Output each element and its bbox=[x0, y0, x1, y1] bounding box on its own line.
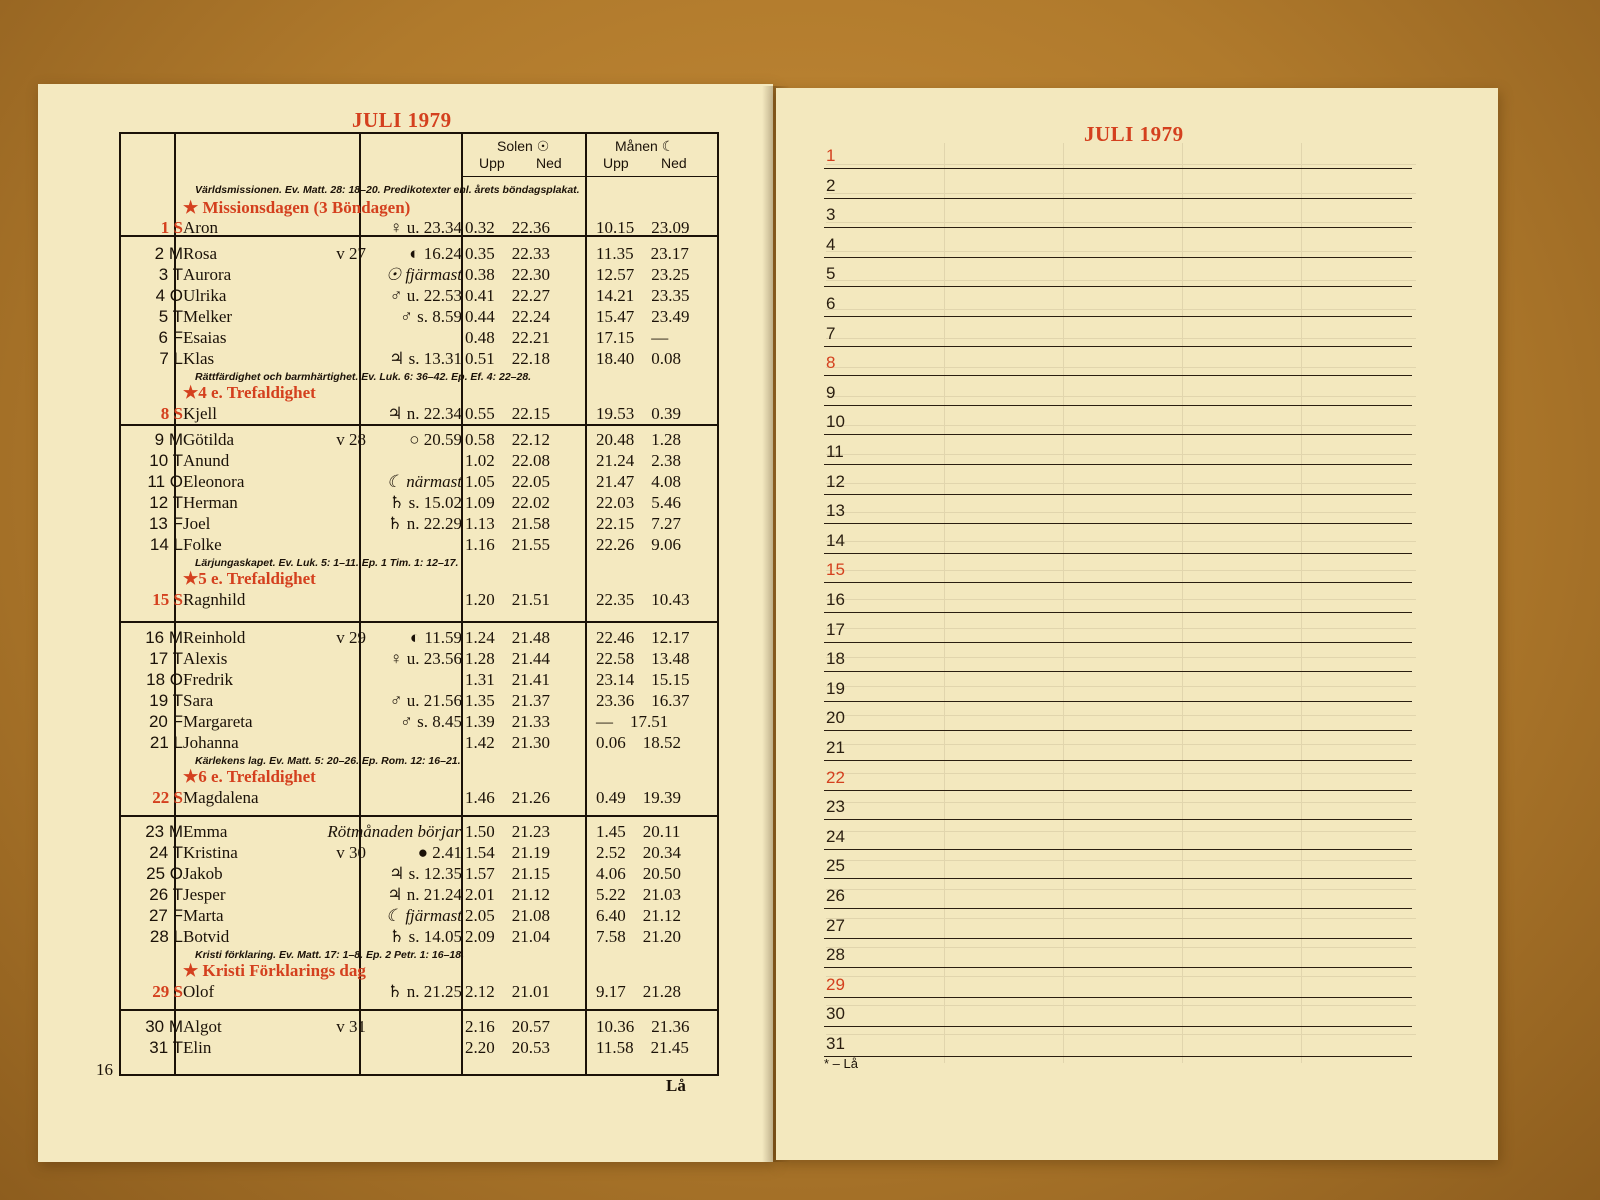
day-row bbox=[121, 451, 721, 473]
diary-writing-line[interactable] bbox=[824, 642, 1412, 643]
astro-event: ♀ u. 23.34 bbox=[389, 218, 462, 237]
sun-times: 1.28 21.44 bbox=[465, 649, 550, 668]
day-row bbox=[121, 1038, 721, 1060]
day-row bbox=[121, 349, 721, 371]
day-date: 16 M bbox=[145, 628, 183, 647]
astro-event: ○ 20.59 bbox=[409, 430, 462, 449]
day-date: 11 O bbox=[147, 472, 183, 491]
name-day: Rosa bbox=[183, 244, 217, 263]
day-date: 4 O bbox=[155, 286, 183, 305]
astro-event: ◐ 16.24 bbox=[409, 244, 462, 263]
right-page-title: JULI 1979 bbox=[1084, 122, 1184, 146]
sun-times: 0.32 22.36 bbox=[465, 218, 550, 237]
moon-times: 10.36 21.36 bbox=[596, 1017, 690, 1036]
diary-writing-line[interactable] bbox=[824, 553, 1412, 554]
day-date: 23 M bbox=[145, 822, 183, 841]
diary-writing-line[interactable] bbox=[824, 938, 1412, 939]
diary-day-number: 6 bbox=[826, 294, 836, 313]
moon-times: 22.35 10.43 bbox=[596, 590, 690, 609]
day-row bbox=[121, 822, 721, 844]
name-day: Magdalena bbox=[183, 788, 259, 807]
diary-day-number: 27 bbox=[826, 915, 845, 935]
diary-day-number: 28 bbox=[826, 945, 845, 965]
week-number: v 28 bbox=[336, 430, 366, 449]
sun-times: 1.24 21.48 bbox=[465, 628, 550, 647]
name-day: Elin bbox=[183, 1038, 212, 1057]
astro-event: ☉ fjärmast bbox=[385, 265, 462, 284]
diary-writing-line[interactable] bbox=[824, 464, 1412, 465]
diary-day-number: 5 bbox=[826, 264, 836, 284]
moon-times: 22.58 13.48 bbox=[596, 649, 690, 668]
diary-day-number: 21 bbox=[826, 738, 845, 757]
holiday-name: ★5 e. Trefaldighet bbox=[183, 569, 316, 588]
sunday-row bbox=[121, 788, 721, 810]
name-day: Algot bbox=[183, 1017, 222, 1036]
diary-day-number: 31 bbox=[826, 1034, 845, 1053]
diary-day-number: 10 bbox=[826, 412, 845, 432]
diary-day-number: 24 bbox=[826, 826, 845, 846]
day-row bbox=[121, 906, 721, 928]
astro-event: ● 2.41 bbox=[417, 843, 462, 862]
day-date: 15 S bbox=[152, 590, 183, 609]
sun-times: 1.46 21.26 bbox=[465, 788, 550, 807]
day-date: 3 T bbox=[158, 265, 183, 284]
week-number: v 27 bbox=[336, 244, 366, 263]
astro-event: ♃ s. 12.35 bbox=[389, 864, 462, 883]
sun-times: 0.51 22.18 bbox=[465, 349, 550, 368]
day-date: 9 M bbox=[154, 430, 183, 449]
name-day: Esaias bbox=[183, 328, 227, 347]
moon-times: 11.35 23.17 bbox=[596, 244, 689, 263]
day-date: 27 F bbox=[148, 906, 183, 925]
diary-writing-line[interactable] bbox=[824, 1026, 1412, 1027]
diary-day-number: 18 bbox=[826, 649, 845, 669]
day-row bbox=[121, 430, 721, 452]
name-day: Eleonora bbox=[183, 472, 245, 491]
sun-times: 2.05 21.08 bbox=[465, 906, 550, 925]
name-day: Jesper bbox=[183, 885, 226, 904]
astro-event: ♂ s. 8.45 bbox=[400, 712, 462, 731]
moon-times: 0.06 18.52 bbox=[596, 733, 681, 752]
day-row bbox=[121, 472, 721, 494]
name-day: Botvid bbox=[183, 927, 230, 946]
sun-times: 1.50 21.23 bbox=[465, 822, 550, 841]
astro-event: ♃ n. 21.24 bbox=[387, 885, 462, 904]
day-row bbox=[121, 864, 721, 886]
day-row bbox=[121, 628, 721, 650]
sun-times: 0.55 22.15 bbox=[465, 404, 550, 423]
day-date: 28 L bbox=[149, 927, 183, 946]
diary-writing-line[interactable] bbox=[824, 198, 1412, 199]
diary-writing-line[interactable] bbox=[824, 375, 1412, 376]
moon-times: 21.24 2.38 bbox=[596, 451, 681, 470]
day-row bbox=[121, 328, 721, 350]
day-date: 12 T bbox=[149, 493, 183, 512]
name-day: Herman bbox=[183, 493, 238, 512]
moon-times: 0.49 19.39 bbox=[596, 788, 681, 807]
holiday-name: ★4 e. Trefaldighet bbox=[183, 383, 316, 402]
sunday-row bbox=[121, 982, 721, 1004]
diary-day-number: 23 bbox=[826, 797, 845, 817]
holiday-name: ★ Kristi Förklarings dag bbox=[183, 961, 366, 980]
moon-times: 5.22 21.03 bbox=[596, 885, 681, 904]
moon-rise-header: Upp bbox=[603, 155, 629, 171]
day-row bbox=[121, 733, 721, 755]
name-day: Fredrik bbox=[183, 670, 234, 689]
diary-writing-line[interactable] bbox=[824, 612, 1412, 613]
diary-writing-line[interactable] bbox=[824, 582, 1412, 583]
astro-event: ♃ n. 22.34 bbox=[387, 404, 462, 423]
sun-times: 0.44 22.24 bbox=[465, 307, 550, 326]
day-date: 21 L bbox=[149, 733, 183, 752]
page-number: 16 bbox=[96, 1060, 113, 1079]
name-day: Kristina bbox=[183, 843, 238, 862]
moon-times: 2.52 20.34 bbox=[596, 843, 681, 862]
diary-day-number: 19 bbox=[826, 678, 845, 698]
moon-times: 4.06 20.50 bbox=[596, 864, 681, 883]
diary-day-number: 22 bbox=[826, 767, 845, 787]
day-date: 22 S bbox=[152, 788, 183, 807]
astro-event: ☾ närmast bbox=[386, 472, 462, 491]
diary-writing-line[interactable] bbox=[824, 286, 1412, 287]
astro-event: ♄ s. 15.02 bbox=[389, 493, 462, 512]
diary-writing-line[interactable] bbox=[824, 523, 1412, 524]
sun-times: 0.35 22.33 bbox=[465, 244, 550, 263]
name-day: Anund bbox=[183, 451, 230, 470]
day-row bbox=[121, 493, 721, 515]
sun-times: 1.57 21.15 bbox=[465, 864, 550, 883]
scripture-note: Kärlekens lag. Ev. Matt. 5: 20–26. Ep. Rom. 12: 16–21. bbox=[195, 755, 461, 767]
day-row bbox=[121, 1017, 721, 1039]
day-date: 17 T bbox=[149, 649, 183, 668]
diary-day-number: 16 bbox=[826, 590, 845, 609]
sun-times: 0.48 22.21 bbox=[465, 328, 550, 347]
day-row bbox=[121, 670, 721, 692]
moon-times: 19.53 0.39 bbox=[596, 404, 681, 423]
day-row bbox=[121, 691, 721, 713]
name-day: Alexis bbox=[183, 649, 228, 668]
name-day: Ragnhild bbox=[183, 590, 246, 609]
right-page bbox=[776, 88, 1498, 1160]
name-day: Sara bbox=[183, 691, 214, 710]
moon-set-header: Ned bbox=[661, 155, 687, 171]
week-number: v 30 bbox=[336, 843, 366, 862]
name-day: Folke bbox=[183, 535, 222, 554]
diary-writing-line[interactable] bbox=[824, 168, 1412, 169]
moon-times: 10.15 23.09 bbox=[596, 218, 690, 237]
diary-writing-line[interactable] bbox=[824, 405, 1412, 406]
diary-writing-line[interactable] bbox=[824, 494, 1412, 495]
moon-times: 1.45 20.11 bbox=[596, 822, 681, 841]
moon-times: 17.15 — bbox=[596, 328, 669, 347]
day-date: 26 T bbox=[149, 885, 183, 904]
name-day: Emma bbox=[183, 822, 228, 841]
sunday-row bbox=[121, 404, 721, 426]
sun-times: 1.20 21.51 bbox=[465, 590, 550, 609]
holiday-name: ★6 e. Trefaldighet bbox=[183, 767, 316, 786]
astro-event: ♀ u. 23.56 bbox=[389, 649, 462, 668]
moon-header: Månen ☾ bbox=[615, 138, 675, 154]
diary-day-number: 3 bbox=[826, 205, 836, 225]
day-date: 1 S bbox=[160, 218, 183, 237]
diary-day-number: 13 bbox=[826, 501, 845, 521]
moon-times: 6.40 21.12 bbox=[596, 906, 681, 925]
diary-writing-line[interactable] bbox=[824, 434, 1412, 435]
diary-day-number: 11 bbox=[826, 442, 844, 461]
diary-day-number: 2 bbox=[826, 175, 836, 195]
moon-times: 9.17 21.28 bbox=[596, 982, 681, 1001]
moon-times: — 17.51 bbox=[596, 712, 669, 731]
astro-event: Rötmånaden börjar bbox=[327, 822, 461, 841]
diary-day-number: 30 bbox=[826, 1004, 845, 1024]
diary-writing-line[interactable] bbox=[824, 671, 1412, 672]
sun-times: 1.54 21.19 bbox=[465, 843, 550, 862]
name-day: Aron bbox=[183, 218, 218, 237]
day-date: 31 T bbox=[149, 1038, 183, 1057]
astro-event: ♃ s. 13.31 bbox=[389, 349, 462, 368]
show-through bbox=[826, 143, 1416, 1063]
week-number: v 29 bbox=[336, 628, 366, 647]
diary-day-number: 7 bbox=[826, 323, 836, 343]
astro-event: ◐ 11.59 bbox=[409, 628, 462, 647]
day-date: 18 O bbox=[146, 670, 183, 689]
diary-writing-line[interactable] bbox=[824, 1056, 1412, 1057]
moon-times: 18.40 0.08 bbox=[596, 349, 681, 368]
diary-day-number: 20 bbox=[826, 708, 845, 728]
week-divider bbox=[121, 621, 717, 623]
left-page-title: JULI 1979 bbox=[352, 108, 452, 132]
day-date: 29 S bbox=[152, 982, 183, 1001]
sun-times: 1.02 22.08 bbox=[465, 451, 550, 470]
moon-times: 11.58 21.45 bbox=[596, 1038, 689, 1057]
header-divider bbox=[461, 176, 717, 177]
scripture-note: Kristi förklaring. Ev. Matt. 17: 1–8. Ep. 2 Petr. 1: 16–18. bbox=[195, 949, 465, 961]
sun-set-header: Ned bbox=[536, 155, 562, 171]
name-day: Margareta bbox=[183, 712, 253, 731]
sun-times: 2.12 21.01 bbox=[465, 982, 550, 1001]
diary-day-number: 4 bbox=[826, 234, 836, 254]
sun-times: 0.58 22.12 bbox=[465, 430, 550, 449]
day-date: 7 L bbox=[159, 349, 183, 368]
sun-rise-header: Upp bbox=[479, 155, 505, 171]
moon-times: 23.36 16.37 bbox=[596, 691, 690, 710]
moon-times: 22.03 5.46 bbox=[596, 493, 681, 512]
moon-times: 7.58 21.20 bbox=[596, 927, 681, 946]
day-row bbox=[121, 712, 721, 734]
diary-day-number: 8 bbox=[826, 353, 836, 373]
sun-times: 1.13 21.58 bbox=[465, 514, 550, 533]
astro-event: ♂ u. 21.56 bbox=[389, 691, 462, 710]
holiday-name: ★ Missionsdagen (3 Böndagen) bbox=[183, 198, 411, 217]
day-row bbox=[121, 649, 721, 671]
moon-times: 14.21 23.35 bbox=[596, 286, 690, 305]
astro-event: ☾ fjärmast bbox=[385, 906, 462, 925]
sun-times: 2.16 20.57 bbox=[465, 1017, 550, 1036]
day-date: 30 M bbox=[145, 1017, 183, 1036]
diary-writing-line[interactable] bbox=[824, 227, 1412, 228]
calendar-table bbox=[119, 132, 719, 1076]
astro-event: ♄ n. 21.25 bbox=[387, 982, 462, 1001]
diary-day-number: 9 bbox=[826, 382, 836, 402]
left-page bbox=[38, 84, 773, 1162]
diary-writing-line[interactable] bbox=[824, 908, 1412, 909]
moon-times: 22.15 7.27 bbox=[596, 514, 681, 533]
sunday-row bbox=[121, 590, 721, 612]
astro-event: ♂ s. 8.59 bbox=[400, 307, 462, 326]
sun-times: 1.05 22.05 bbox=[465, 472, 550, 491]
sun-times: 0.38 22.30 bbox=[465, 265, 550, 284]
diary-writing-line[interactable] bbox=[824, 878, 1412, 879]
diary-day-number: 12 bbox=[826, 471, 845, 491]
footer-legend: * – Lå bbox=[824, 1056, 858, 1071]
diary-writing-line[interactable] bbox=[824, 819, 1412, 820]
diary-writing-line[interactable] bbox=[824, 760, 1412, 761]
moon-times: 20.48 1.28 bbox=[596, 430, 681, 449]
moon-times: 23.14 15.15 bbox=[596, 670, 690, 689]
moon-times: 22.26 9.06 bbox=[596, 535, 681, 554]
day-row bbox=[121, 843, 721, 865]
moon-times: 22.46 12.17 bbox=[596, 628, 690, 647]
diary-writing-line[interactable] bbox=[824, 967, 1412, 968]
sunday-row bbox=[121, 218, 721, 240]
day-date: 2 M bbox=[154, 244, 183, 263]
name-day: Olof bbox=[183, 982, 215, 1001]
name-day: Melker bbox=[183, 307, 233, 326]
scripture-note: Lärjungaskapet. Ev. Luk. 5: 1–11. Ep. 1 Tim. 1: 12–17. bbox=[195, 557, 459, 569]
astro-event: ♄ n. 22.29 bbox=[387, 514, 462, 533]
day-date: 19 T bbox=[149, 691, 183, 710]
day-row bbox=[121, 265, 721, 287]
day-row bbox=[121, 244, 721, 266]
name-day: Reinhold bbox=[183, 628, 246, 647]
day-date: 6 F bbox=[158, 328, 183, 347]
diary-day-number: 14 bbox=[826, 530, 845, 550]
sun-times: 1.39 21.33 bbox=[465, 712, 550, 731]
diary-writing-line[interactable] bbox=[824, 997, 1412, 998]
sun-times: 1.09 22.02 bbox=[465, 493, 550, 512]
sun-times: 1.35 21.37 bbox=[465, 691, 550, 710]
day-date: 8 S bbox=[160, 404, 183, 423]
sun-times: 0.41 22.27 bbox=[465, 286, 550, 305]
sun-times: 1.42 21.30 bbox=[465, 733, 550, 752]
diary-writing-line[interactable] bbox=[824, 849, 1412, 850]
sun-times: 2.20 20.53 bbox=[465, 1038, 550, 1057]
day-date: 25 O bbox=[146, 864, 183, 883]
name-day: Johanna bbox=[183, 733, 239, 752]
name-day: Kjell bbox=[183, 404, 217, 423]
day-date: 5 T bbox=[158, 307, 183, 326]
footer-mark: Lå bbox=[666, 1076, 686, 1095]
diary-day-number: 17 bbox=[826, 619, 845, 639]
name-day: Götilda bbox=[183, 430, 234, 449]
scripture-note: Rättfärdighet och barmhärtighet. Ev. Luk. 6: 36–42. Ep. Ef. 4: 22–28. bbox=[195, 371, 532, 383]
day-date: 10 T bbox=[149, 451, 183, 470]
moon-times: 21.47 4.08 bbox=[596, 472, 681, 491]
sun-header: Solen ☉ bbox=[497, 138, 550, 154]
day-date: 20 F bbox=[148, 712, 183, 731]
diary-writing-line[interactable] bbox=[824, 730, 1412, 731]
diary-writing-line[interactable] bbox=[824, 316, 1412, 317]
day-date: 24 T bbox=[149, 843, 183, 862]
astro-event: ♂ u. 22.53 bbox=[389, 286, 462, 305]
week-divider bbox=[121, 815, 717, 817]
week-number: v 31 bbox=[336, 1017, 366, 1036]
diary-writing-line[interactable] bbox=[824, 701, 1412, 702]
name-day: Marta bbox=[183, 906, 224, 925]
diary-day-number: 15 bbox=[826, 560, 845, 580]
astro-event: ♄ s. 14.05 bbox=[389, 927, 462, 946]
day-row bbox=[121, 307, 721, 329]
diary-day-number: 26 bbox=[826, 886, 845, 905]
moon-times: 15.47 23.49 bbox=[596, 307, 690, 326]
name-day: Joel bbox=[183, 514, 211, 533]
week-divider bbox=[121, 1009, 717, 1011]
day-row bbox=[121, 514, 721, 536]
diary-day-number: 25 bbox=[826, 856, 845, 876]
name-day: Ulrika bbox=[183, 286, 227, 305]
sun-times: 1.31 21.41 bbox=[465, 670, 550, 689]
day-row bbox=[121, 286, 721, 308]
name-day: Aurora bbox=[183, 265, 232, 284]
diary-day-number: 1 bbox=[826, 146, 836, 165]
diary-writing-line[interactable] bbox=[824, 346, 1412, 347]
day-date: 14 L bbox=[149, 535, 183, 554]
day-date: 13 F bbox=[148, 514, 183, 533]
day-row bbox=[121, 535, 721, 557]
sun-times: 2.09 21.04 bbox=[465, 927, 550, 946]
moon-times: 12.57 23.25 bbox=[596, 265, 690, 284]
sun-times: 2.01 21.12 bbox=[465, 885, 550, 904]
day-row bbox=[121, 885, 721, 907]
scripture-note: Världsmissionen. Ev. Matt. 28: 18–20. Predikotexter enl. årets böndagsplakat. bbox=[195, 184, 580, 196]
day-row bbox=[121, 927, 721, 949]
diary-writing-line[interactable] bbox=[824, 790, 1412, 791]
name-day: Jakob bbox=[183, 864, 223, 883]
name-day: Klas bbox=[183, 349, 215, 368]
diary-writing-line[interactable] bbox=[824, 257, 1412, 258]
diary-day-number: 29 bbox=[826, 974, 845, 994]
sun-times: 1.16 21.55 bbox=[465, 535, 550, 554]
